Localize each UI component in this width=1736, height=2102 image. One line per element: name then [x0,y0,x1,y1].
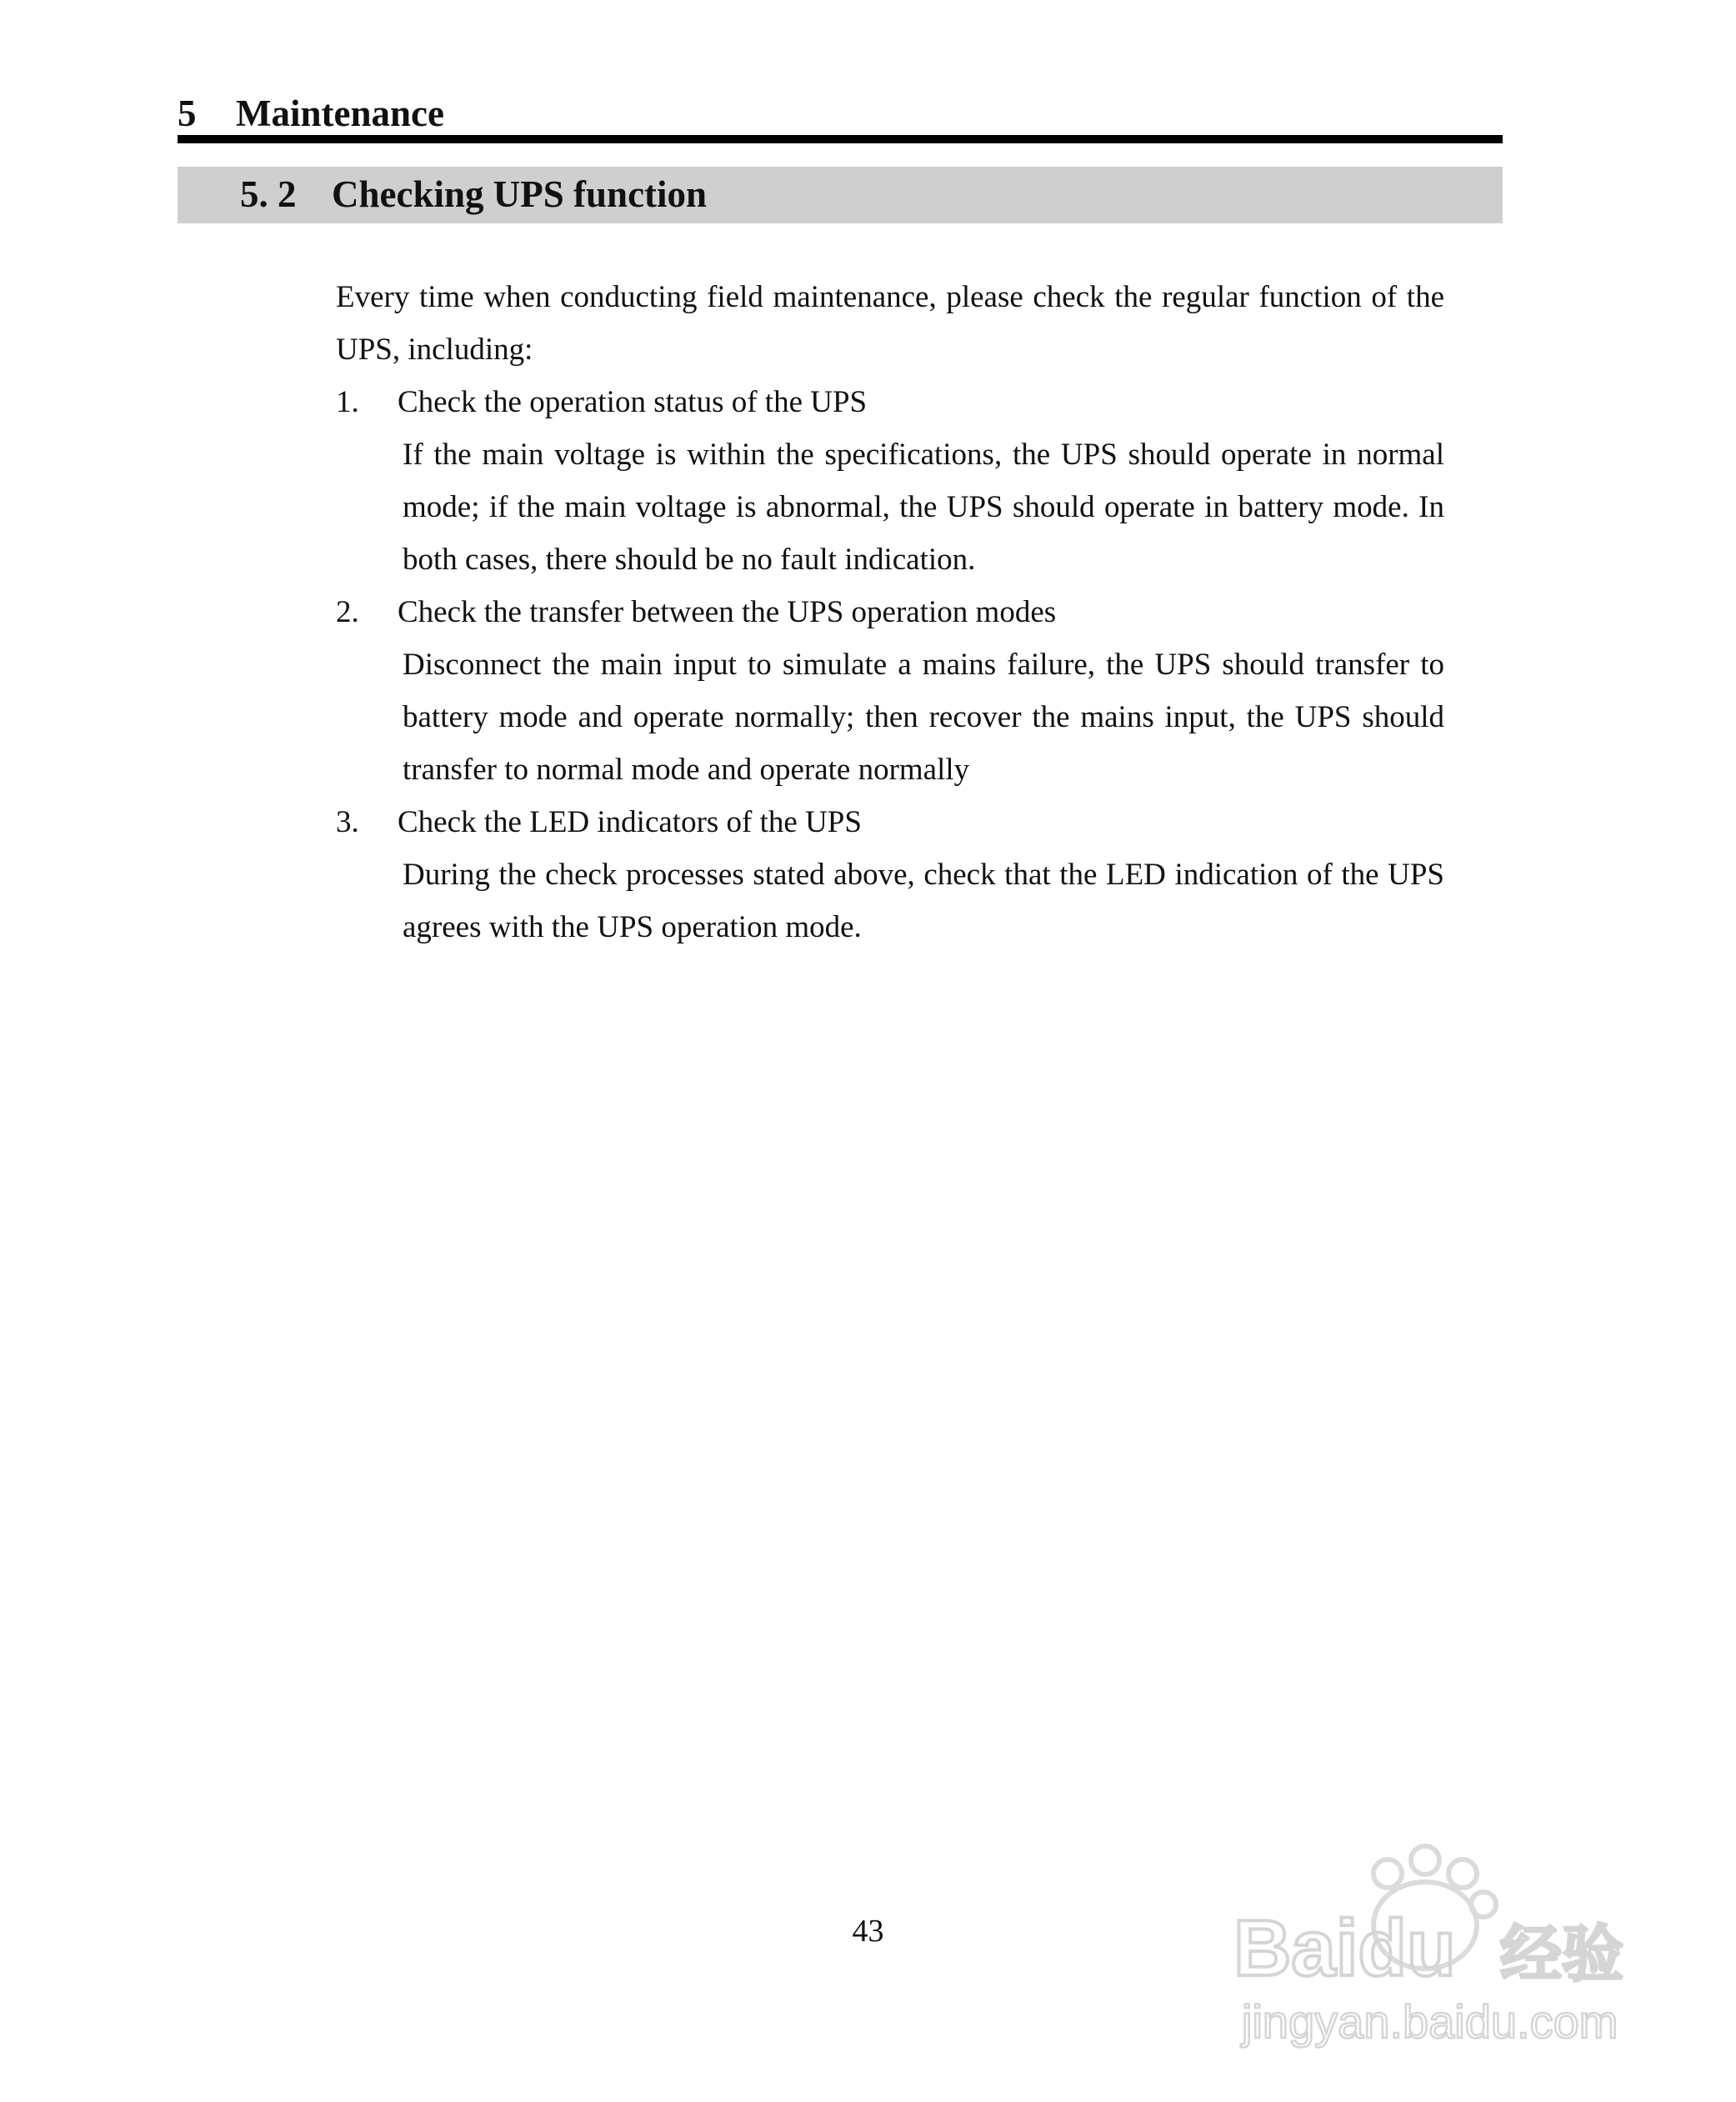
item-body: During the check processes stated above, check that the LED indication of the UPS agrees with the UPS operation mode. [403,858,1444,944]
section-title [240,171,707,218]
item-title: Check the LED indicators of the UPS [398,805,862,839]
section-number: 5. 2 [240,173,297,215]
chapter-title: Maintenance [236,93,444,134]
list-item [336,586,1444,796]
list-item [336,796,1444,953]
item-number: 1. [336,385,359,419]
page-number: 43 [852,1914,884,1949]
watermark-url: jingyan.baidu.com [1242,1995,1618,2048]
intro-paragraph: Every time when conducting field maintenance, please check the regular function of the UPS, including: [336,280,1444,367]
item-number: 2. [336,595,359,629]
item-body: Disconnect the main input to simulate a mains failure, the UPS should transfer to battery mode and operate normally; then recover the mains input, the UPS should transfer to normal mode and operate normally [403,648,1444,787]
list-item [336,376,1444,586]
chapter-header [178,90,444,137]
chapter-number: 5 [178,93,197,134]
section-title-text: Checking UPS function [332,173,708,215]
watermark-brand: Baidu [1233,1904,1456,1993]
item-number: 3. [336,805,359,839]
baidu-watermark [1225,1842,1642,2059]
watermark-suffix: 经验 [1500,1919,1623,1990]
item-title: Check the operation status of the UPS [398,385,868,419]
chapter-rule [178,135,1503,143]
item-title: Check the transfer between the UPS operation modes [398,595,1057,629]
item-body: If the main voltage is within the specifications, the UPS should operate in normal mode; if the main voltage is abnormal, the UPS should operate in battery mode. In both cases, there should be no fault indication. [403,438,1444,577]
body-text [336,271,1444,953]
